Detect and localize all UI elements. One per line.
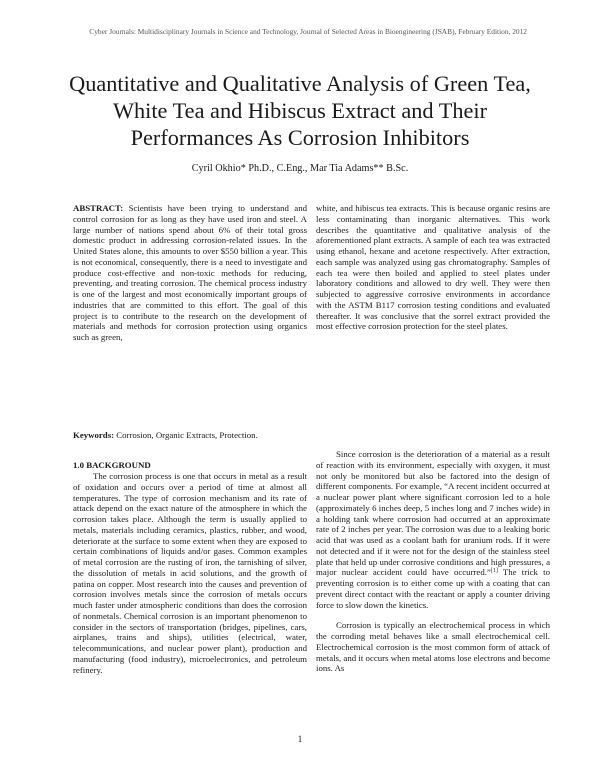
- abstract-text-right: white, and hibiscus tea extracts. This is because organic resins are less contaminating than inorganic alternatives. This work describes the quantitative and qualitative analysis of the aforementioned plant extracts. A sample of each tea was extracted using ethanol, hexane and acetone respectively. After extraction, each sample was analyzed using gas chromatography. Samples of each tea were then boiled and applied to steel plates under laboratory conditions and allowed to dry well. They were then subjected to aggressive corrosive environments in accordance with the ASTM B117 corrosion testing conditions and evaluated thereafter. It was conclusive that the sorrel extract provided the most effective corrosion protection for the steel plates.: [316, 203, 550, 332]
- body-paragraph: The corrosion process is one that occurs in metal as a result of oxidation and occurs over a period of time at almost all temperatures. The type of corrosion mechanism and its rate of attack depend on the exact nature of the atmosphere in which the corrosion takes place. Although the term is usually applied to metals, materials including ceramics, plastics, rubber, and wood, deteriorate at the surface to some extent when they are exposed to certain combinations of liquids and/or gases. Common examples of metal corrosion are the rusting of iron, the tarnishing of silver, the dissolution of metals in acid solutions, and the growth of patina on copper. Most research into the causes and prevention of corrosion involves metals since the corrosion of metals occurs much faster under atmospheric conditions than does the corrosion of nonmetals. Chemical corrosion is an important phenomenon to consider in the sectors of transportation (bridges, pipelines, cars, airplanes, trains and ships), utilities (electrical, water, telecommunications, and nuclear power plant), production and manufacturing (food industry), microelectronics, and petroleum refinery.: [73, 471, 307, 675]
- body-text: The trick to preventing corrosion is to either come up with a coating that can prevent direct contact with the reactant or apply a counter driving force to slow down the kinetics.: [316, 567, 550, 610]
- body-paragraph: Corrosion is typically an electrochemical process in which the corroding metal behaves like a small electrochemical cell. Electrochemical corrosion is the most common form of attack of metals, and it occurs when metal atoms lose electrons and become ions. As: [316, 620, 550, 674]
- body-paragraph: [316, 449, 550, 610]
- body-right-column: [316, 449, 550, 674]
- abstract-right-column: [316, 203, 550, 332]
- author-line: Cyril Okhio* Ph.D., C.Eng., Mar Tia Adams** B.Sc.: [191, 163, 409, 174]
- abstract-text-left: Scientists have been trying to understand and control corrosion for as long as they have used iron and steel. A large number of nations spend about 6% of their total gross domestic product in addressing corrosion-related issues. In the United States alone, this amounts to over $550 billion a year. This is not economical, consequently, there is a need to investigate and produce cost-effective and non-toxic methods for reducing, preventing, and treating corrosion. The chemical process industry is one of the largest and most economically important groups of industries that are committed to this effort. The goal of this project is to contribute to the research on the development of materials and methods for corrosion protection using organics such as green,: [73, 203, 307, 342]
- body-left-column: [73, 471, 307, 675]
- body-text: Since corrosion is the deterioration of a material as a result of reaction with its environment, especially with oxygen, it must not only be monitored but also be factored into the design of different components. For example, “A recent incident occurred at a nuclear power plant where significant corrosion led to a hole (approximately 6 inches deep, 5 inches long and 7 inches wide) in a holding tank where corrosion had occurred at an approximate rate of 2 inches per year. The corrosion was due to a leaking boric acid that was used as a coolant bath for uranium rods. If it were not detected and if it were not for the design of the stainless steel plate that held up under corrosive conditions and high pressures, a major nuclear accident could have occurred.”: [316, 449, 550, 578]
- keywords-text: Corrosion, Organic Extracts, Protection.: [114, 430, 258, 440]
- keywords-label: Keywords:: [73, 430, 115, 440]
- keywords-line: [73, 430, 373, 440]
- abstract-label: ABSTRACT:: [73, 203, 124, 213]
- paper-title: Quantitative and Qualitative Analysis of Green Tea, White Tea and Hibiscus Extract and Their Performances As Corrosion Inhibitors: [69, 71, 531, 150]
- page-number: 1: [297, 734, 303, 744]
- section-heading: 1.0 BACKGROUND: [73, 460, 151, 470]
- citation-ref: [1]: [490, 568, 498, 575]
- abstract-left-column: [73, 203, 307, 343]
- running-header: Cyber Journals: Multidisciplinary Journals in Science and Technology, Journal of Selected Areas in Bioengineering (JSAB), February Edition, 2012: [89, 27, 527, 36]
